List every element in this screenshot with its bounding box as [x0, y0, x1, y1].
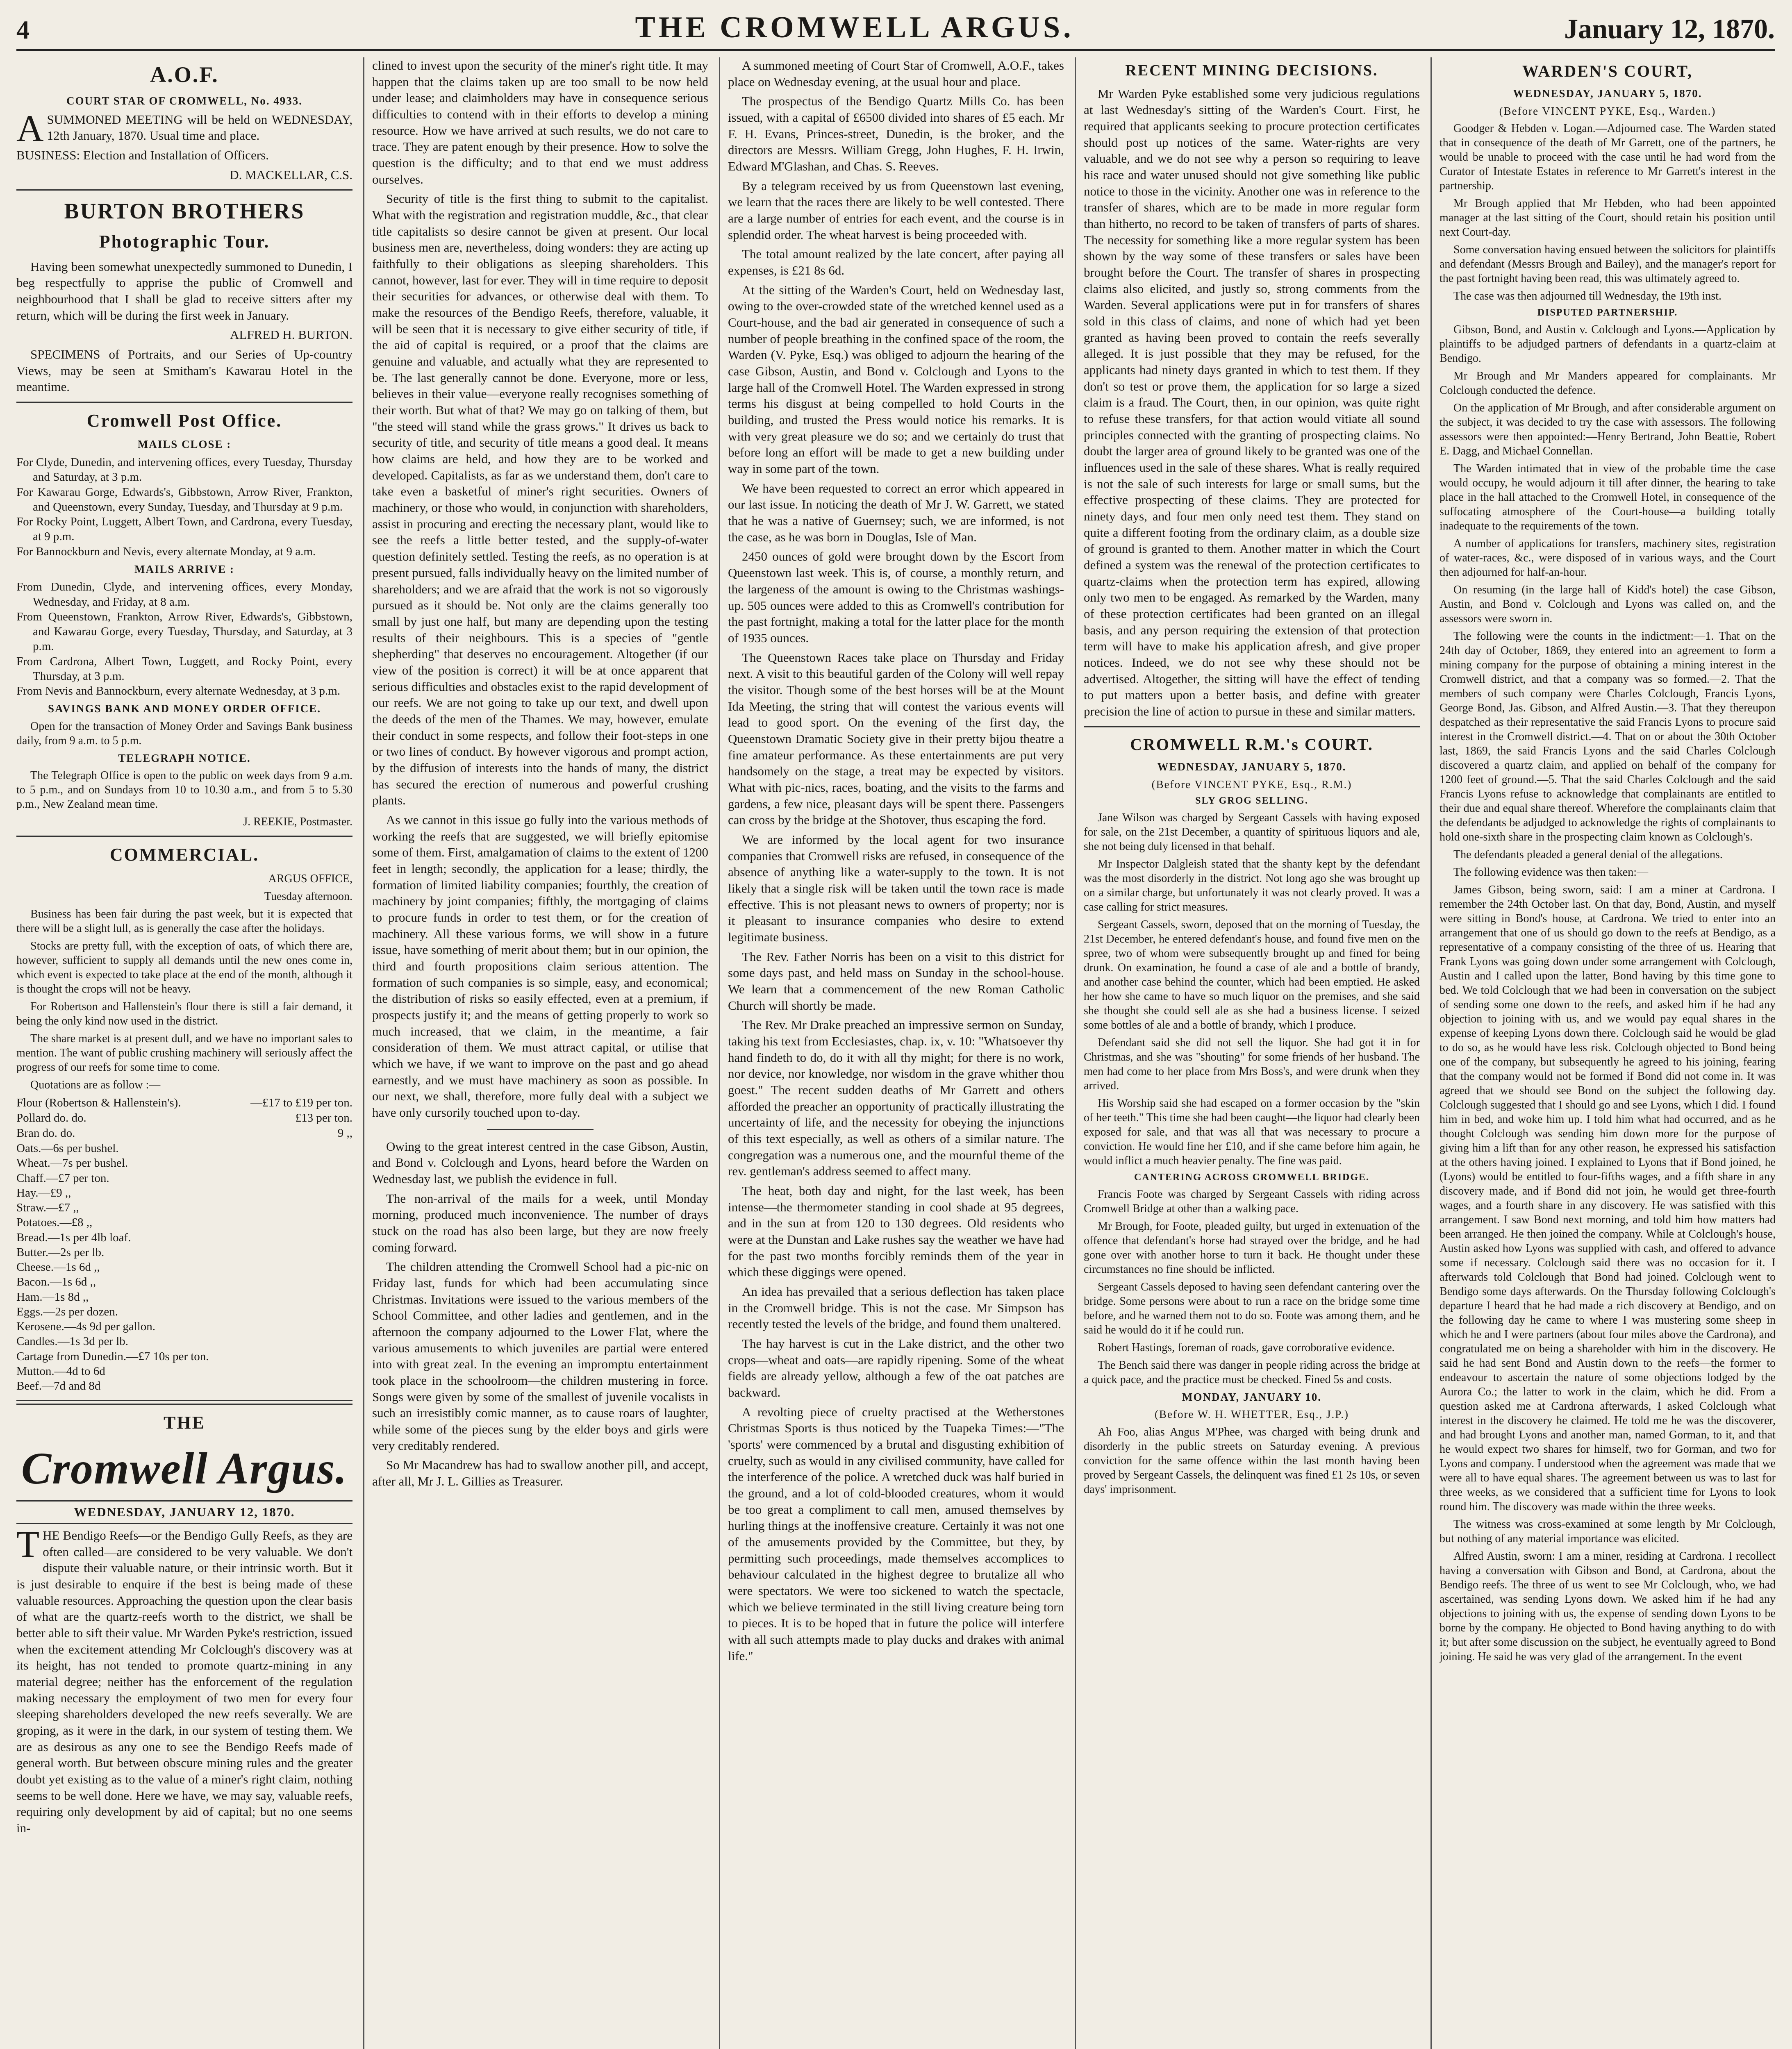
- page-number: 4: [16, 15, 30, 44]
- column-2: [372, 57, 708, 2049]
- price-entry: Bacon.—1s 6d ,,: [16, 1275, 96, 1289]
- court-paragraph: Mr Inspector Dalgleish stated that the shanty kept by the defendant was the most disorderly in the district. Not long ago she was brought up on a similar charge, but unfortunately it was not clearly proved. It was a case calling for strict measures.: [1084, 857, 1420, 913]
- court-paragraph: Defendant said she did not sell the liquor. She had got it in for Christmas, and she was "shouting" for some friends of her husband. The men had come to her place from Mrs Boss's, and were drunk when they arrived.: [1084, 1036, 1420, 1092]
- court-paragraph: On resuming (in the large hall of Kidd's hotel) the case Gibson, Austin, and Bond v. Colclough and Lyons was called on, and the assessors were sworn in.: [1440, 584, 1776, 625]
- court-paragraph: Jane Wilson was charged by Sergeant Cassels with having exposed for sale, on the 21st December, a quantity of spirituous liquors and ale, she not being duly licensed in that behalf.: [1084, 811, 1420, 853]
- divider: [16, 836, 352, 837]
- column-5: [1440, 57, 1776, 2049]
- price-entry: Eggs.—2s per dozen.: [16, 1305, 118, 1318]
- court-paragraph: Sergeant Cassels deposed to having seen defendant cantering over the bridge. Some persons were about to run a race on the bridge some time before, and he warned them not to do so. Foote was among them, and he said he would do it if he could run.: [1084, 1280, 1420, 1336]
- case-heading: SLY GROG SELLING.: [1195, 795, 1308, 806]
- court-paragraph: Sergeant Cassels, sworn, deposed that on the morning of Tuesday, the 21st December, he entered defendant's house, and found five men on the spree, two of whom were subsequently brought up and fined for being drunk. On examination, he found a case of ale and a bottle of brandy, and another case behind the counter, which had been emptied. He asked her how she came to have so much liquor on the premises, and she said she thought she could sell ale as she had a business license. I seized some bottles of ale and a bottle of brandy, which I produce.: [1084, 918, 1420, 1031]
- news-paragraph: Owing to the great interest centred in the case Gibson, Austin, and Bond v. Colclough and Lyons, heard before the Warden on Wednesday last, we publish the evidence in full.: [372, 1139, 708, 1186]
- meeting-business: BUSINESS: Election and Installation of Officers.: [16, 148, 269, 162]
- court-paragraph: The following evidence was then taken:—: [1453, 866, 1649, 879]
- mining-decisions-heading: RECENT MINING DECISIONS.: [1125, 62, 1378, 79]
- mail-close-entry: For Rocky Point, Luggett, Albert Town, and Cardrona, every Tuesday, at 9 p.m.: [16, 515, 352, 543]
- court-paragraph: Gibson, Bond, and Austin v. Colclough and Lyons.—Application by plaintiffs to be adjudged partners of defendants in a quartz-claim at Bendigo.: [1440, 323, 1776, 365]
- price-entry: Cheese.—1s 6d ,,: [16, 1261, 100, 1274]
- mail-arrive-entry: From Dunedin, Clyde, and intervening offices, every Monday, Wednesday, and Friday, at 8 a.m.: [16, 580, 352, 609]
- commercial-heading: COMMERCIAL.: [109, 845, 259, 865]
- news-paragraph: We are informed by the local agent for two insurance companies that Cromwell risks are refused, in consequence of the absence of anything like a water-supply to the town. It is not likely that a single risk will be taken until the town race is made effective. This is not pleasant news to owners of property; nor is it pleasant to insurance companies who desire to extend legitimate business.: [728, 832, 1064, 944]
- postmaster-signature: J. REEKIE, Postmaster.: [243, 816, 352, 829]
- wardens-court-date: WEDNESDAY, JANUARY 5, 1870.: [1513, 87, 1702, 100]
- case-heading: CANTERING ACROSS CROMWELL BRIDGE.: [1134, 1172, 1370, 1183]
- mail-arrive-entry: From Nevis and Bannockburn, every alternate Wednesday, at 3 p.m.: [16, 684, 341, 698]
- court-paragraph: Ah Foo, alias Angus M'Phee, was charged with being drunk and disorderly in the public streets on Saturday evening. A previous conviction for the same offence within the last month having been proved by Sergeant Cassels, the delinquent was fined £1 2s 10s, or seven days' imprisonment.: [1084, 1425, 1420, 1496]
- price-entry: Straw.—£7 ,,: [16, 1201, 79, 1215]
- rm-court-date: WEDNESDAY, JANUARY 5, 1870.: [1157, 761, 1346, 773]
- price-entry: Butter.—2s per lb.: [16, 1245, 105, 1259]
- mail-arrive-entry: From Cardrona, Albert Town, Luggett, and Rocky Point, every Thursday, at 3 p.m.: [16, 654, 352, 683]
- court-paragraph: Alfred Austin, sworn: I am a miner, residing at Cardrona. I recollect having a conversation with Gibson and Bond, at Cardrona, about the Bendigo reefs. The three of us went to see Mr Colclough, who, we had ascertained, was sending Lyons down. We asked him if he had any objections to joining with us, the expense of sending down Lyons to be borne by the company. He objected to Bond having anything to do with it; but after some discussion on the subject, he eventually agreed to Bond joining. He said he was very glad of the arrangement. In the event: [1440, 1550, 1776, 1663]
- issue-date: January 12, 1870.: [1564, 13, 1775, 44]
- price-entry: Kerosene.—4s 9d per gallon.: [16, 1320, 156, 1333]
- aof-heading: A.O.F.: [150, 62, 219, 87]
- telegraph-heading: TELEGRAPH NOTICE.: [118, 752, 251, 764]
- court-paragraph: The case was then adjourned till Wednesday, the 19th inst.: [1453, 290, 1722, 303]
- commercial-paragraph: Business has been fair during the past week, but it is expected that there will be a slight lull, as is generally the case after the holidays.: [16, 907, 352, 935]
- price-entry: Candles.—1s 3d per lb.: [16, 1335, 129, 1348]
- news-paragraph: An idea has prevailed that a serious deflection has taken place in the Cromwell bridge. This is not the case. Mr Simpson has recently tested the levels of the bridge, and found them unaltered.: [728, 1284, 1064, 1331]
- price-value: 9 ,,: [337, 1126, 352, 1140]
- price-row: [16, 1126, 352, 1141]
- column-rule: [719, 57, 720, 2049]
- price-item: Pollard do. do.: [16, 1111, 86, 1124]
- post-office-heading: Cromwell Post Office.: [86, 411, 282, 431]
- nameplate-date: WEDNESDAY, JANUARY 12, 1870.: [16, 1500, 352, 1524]
- court-paragraph: Mr Brough and Mr Manders appeared for complainants. Mr Colclough conducted the defence.: [1440, 370, 1776, 397]
- news-paragraph: The heat, both day and night, for the last week, has been intense—the thermometer standing in cool shade at 95 degrees, and in the sun at from 120 to 130 degrees. Old residents who were at the Dunstan and Lake rushes say the weather we have had for the past two months forcibly reminds them of the year in which these diggings were opened.: [728, 1184, 1064, 1279]
- burton-specimens: SPECIMENS of Portraits, and our Series of Up-country Views, may be seen at Smitham's Kawarau Hotel in the meantime.: [16, 347, 352, 394]
- mail-arrive-entry: From Queenstown, Frankton, Arrow River, Edwards's, Gibbstown, and Kawarau Gorge, every Tuesday, Thursday, and Saturday, at 3 p.m.: [16, 610, 352, 653]
- price-entry: Cartage from Dunedin.—£7 10s per ton.: [16, 1349, 209, 1363]
- wardens-court-before: (Before VINCENT PYKE, Esq., Warden.): [1499, 104, 1716, 117]
- burton-signature: ALFRED H. BURTON.: [230, 327, 352, 342]
- court-paragraph: The defendants pleaded a general denial of the allegations.: [1453, 848, 1723, 861]
- price-entry: Ham.—1s 8d ,,: [16, 1290, 89, 1304]
- price-entry: Bread.—1s per 4lb loaf.: [16, 1231, 131, 1244]
- price-entry: Chaff.—£7 per ton.: [16, 1171, 109, 1185]
- commercial-time: Tuesday afternoon.: [264, 890, 352, 903]
- price-item: Flour (Robertson & Hallenstein's).: [16, 1096, 181, 1109]
- commercial-office: ARGUS OFFICE,: [268, 872, 352, 885]
- mail-close-entry: For Clyde, Dunedin, and intervening offices, every Tuesday, Thursday and Saturday, at 3 p.m.: [16, 456, 352, 484]
- price-entry: Wheat.—7s per bushel.: [16, 1156, 128, 1170]
- burton-subheading: Photographic Tour.: [99, 232, 270, 252]
- price-entry: Oats.—6s per bushel.: [16, 1142, 119, 1155]
- commercial-paragraph: Stocks are pretty full, with the exception of oats, of which there are, however, sufficient to supply all demands until the new ones come in, which event is expected to take place at the end of the month, although it is thought the crops will not be heavy.: [16, 939, 352, 995]
- meeting-signature: D. MACKELLAR, C.S.: [230, 167, 352, 182]
- court-paragraph: His Worship said she had escaped on a former occasion by the "skin of her teeth." This time she had been caught—the liquor had clearly been exposed for sale, and that was all that was necessary to procure a conviction. He would fine her £10, and if she came before him again, he would inflict a much heavier penalty. The fine was paid.: [1084, 1097, 1420, 1167]
- court-name: COURT STAR OF CROMWELL, No. 4933.: [66, 95, 303, 107]
- wardens-court-heading: WARDEN'S COURT,: [1522, 62, 1693, 80]
- editorial-paragraph: THE Bendigo Reefs—or the Bendigo Gully Reefs, as they are often called—are considered to be very valuable. We don't dispute their valuable nature, or their intrinsic worth. But it is just desirable to enquire if the best is being made of these valuable resources. Approaching the question upon the clear basis of what are the quartz-reefs worth to the district, we shall be better able to sift their value. Mr Warden Pyke's restriction, issued when the excitement attending Mr Colclough's discovery was at its height, has not tended to promote quartz-mining in any material degree; neither has the enforcement of the regulation making necessary the employment of two men for every four sleeping shareholders developed the new reefs severally. We are groping, as it were in the dark, in our system of testing them. We are as desirous as any one to see the Bendigo Reefs made of general worth. But between obscure mining rules and the greater doubt yet existing as to the value of a miner's right claim, nothing seems to be well done. Here we have, we may say, valuable reefs, requiring only development by aid of capital; but no one seems in-: [16, 1523, 352, 1835]
- news-paragraph: The total amount realized by the late concert, after paying all expenses, is £21 8s 6d.: [728, 247, 1064, 278]
- price-entry: Beef.—7d and 8d: [16, 1379, 101, 1393]
- rm-court-heading: CROMWELL R.M.'s COURT.: [1130, 735, 1374, 754]
- editorial-paragraph: As we cannot in this issue go fully into the various methods of working the reefs that are suggested, we will briefly epitomise some of them. First, amalgamation of claims to the extent of 1200 feet in length; secondly, the application for a lease; thirdly, the formation of limited liability companies; fourthly, the creation of machinery by joint companies; fifthly, the mortgaging of claims to procure funds in order to test them, or for the creation of machinery. All these various forms, we will show in a future issue, have something of merit about them; but in our opinion, the third and fourth propositions claim serious attention. The formation of such companies is so simple, easy, and economical; the distribution of risks so easily effected, even at a premium, if prospects justify it; and the means of getting properly to work so much increased, that we claim, in the meantime, a fair consideration of them. We must attract capital, or utilise that which we have, if we want to improve on the past and go ahead earnestly, and we must have machinery as soon as possible. In our next, we shall, therefore, more fully deal with a subject we have only cursorily touched upon to-day.: [372, 812, 708, 1120]
- court-paragraph: The following were the counts in the indictment:—1. That on the 24th day of October, 1869, they entered into an agreement to form a mining company for the purpose of obtaining a mining interest in the Cromwell district, and that a company was so formed.—2. That the members of such company were Charles Colclough, Francis Lyons, George Bond, Jas. Gibson, and Alfred Austin.—3. That they thereupon despatched as their representative the said Francis Lyons to procure said interest in the Cromwell district.—4. That on or about the 30th October last, 1869, the said Francis Lyons and the said Charles Colclough discovered a quartz claim, and applied on behalf of the company for 1200 feet of ground.—5. That the said Charles Colclough and the said Francis Lyons refuse to acknowledge that complainants are entitled to their due and equal share thereof. Wherefore the complainants claim that the defendants be adjudged to acknowledge the rights of complainants to hold one-sixth share in the prospecting claim known as Colclough's.: [1440, 630, 1776, 843]
- column-1: [16, 57, 352, 2049]
- court-paragraph: Robert Hastings, foreman of roads, gave corroborative evidence.: [1098, 1341, 1395, 1354]
- court-paragraph: The Bench said there was danger in people riding across the bridge at a quick pace, and the practice must be checked. Fined 5s and costs.: [1084, 1358, 1420, 1386]
- mail-close-entry: For Bannockburn and Nevis, every alternate Monday, at 9 a.m.: [16, 545, 316, 558]
- news-paragraph: The hay harvest is cut in the Lake district, and the other two crops—wheat and oats—are rapidly ripening. Some of the wheat fields are already yellow, although a few of the oat patches are backward.: [728, 1336, 1064, 1400]
- court-paragraph: James Gibson, being sworn, said: I am a miner at Cardrona. I remember the 24th October last. On that day, Bond, Austin, and myself were sitting in Bond's house, at Cardrona. We tried to enter into an arrangement that one of us should go down to the reefs at Bendigo, as a representative of a company consisting of the three of us. Hearing that Frank Lyons was going down under some arrangement with Colclough, Austin and I called upon the latter, Bond having by this time gone to bed. We told Colclough that we had been in conversation on the subject of sending some one down to the reefs, and asked him if he had any objection to joining with us, and we would pay equal shares in the expense of keeping Lyons down there. Colclough said he would be glad to do so, as he would have less risk. Colclough objected to Bond being one of the company, but subsequently he agreed to his joining, fearing that the company would not be formed if Bond did not come in. It was agreed that we should see Bond on the subject the following day. Colclough suggested that I should go and see Lyons, which I did. I found him in bed, and woke him up. I told him what had occurred, and as he thought Colclough was sending him down more for the purpose of giving him a lift than for any other reason, he expressed his satisfaction at the others having joined. I explained to Lyons that if Bond joined, he (Lyons) would be entitled to four-fifths wages, and a fifth share in any discovery made, and if Bond did not join, he would get three-fourth wages, and a fourth share in any discovery. He was satisfied with this arrangement. I saw Bond next morning, and told him how matters had been arranged. He then joined the company. While at Colclough's house, Austin asked how Lyons was supplied with cash, and offered to advance some if necessary. Colclough said there was no occasion for it. I afterwards told Colclough that Bond had joined. Colclough went to Bendigo some days afterwards. On the Thursday following Colclough's departure I heard that he had made a rich discovery at Bendigo, and on the following day he came to where I was mustering some sheep in which he and I were partners (about four miles above the Cardrona), and congratulated me on being a shareholder with him in the discovery. He said he had sent Bond and Austin down to the reefs—the former to endeavour to ascertain the nature of some objections lodged by the Aurora Co.; the latter to work in the claim, which he did. From a question asked me at Cardrona afterwards, I asked Colclough what interest in the discovery he claimed. He told me he was the discoverer, and had brought Lyons and another man, named Gorman, to it, and that he would expect two shares for himself, two for Gorman, and two for Lyons and company. I understood when the agreement was made that we were all to have equal shares. The agreement between us was to last for three weeks, as we considered that a sufficient time for Lyons to look round him. The discovery was made within the three weeks.: [1440, 884, 1776, 1513]
- news-paragraph: A revolting piece of cruelty practised at the Wetherstones Christmas Sports is thus noticed by the Tuapeka Times:—"The 'sports' were commenced by a brutal and disgusting exhibition of cruelty, such as would in any civilised community, have called for the interference of the police. A wretched duck was half buried in the ground, and a lot of cold-blooded creatures, whom it would be too great a compliment to call men, amused themselves by hurling things at the inoffensive creature. Certainly it was not one of the amusements provided by the Committee, but they, by permitting such proceedings, made themselves accomplices to behaviour calculated in the highest degree to brutalize all who were spectators. We were too sickened to watch the spectacle, which we believe terminated in the still living creature being torn to pieces. It is to be hoped that in future the police will interfere with all such attempts made to play ducks and drakes with animal life.": [728, 1404, 1064, 1663]
- price-entry: Potatoes.—£8 ,,: [16, 1216, 93, 1229]
- rm-court-before: (Before W. H. WHETTER, Esq., J.P.): [1155, 1408, 1349, 1421]
- court-paragraph: Some conversation having ensued between the solicitors for plaintiffs and defendant (Messrs Brough and Bailey), and the manager's report for the past fortnight having been read, this was ultimately agreed to.: [1440, 243, 1776, 285]
- news-paragraph: The Queenstown Races take place on Thursday and Friday next. A visit to this beautiful garden of the Colony will well repay the visitor. Though some of the best horses will be at the Mount Ida Meeting, the string that will contest the various events will lead to good sport. On the evening of the first day, the Queenstown Dramatic Society give in their pretty bijou theatre a fine amateur performance. As these entertainments are put very handsomely on the stage, a treat may be expected by visitors. What with pic-nics, races, boating, and the visits to the farms and gardens, a few nice, pleasant days will be spent there. Passengers can cross by the bridge at the Shotover, thus escaping the ford.: [728, 650, 1064, 827]
- news-paragraph: The prospectus of the Bendigo Quartz Mills Co. has been issued, with a capital of £6500 divided into shares of £5 each. Mr F. H. Evans, Princes-street, Dunedin, is the broker, and the directors are Messrs. William Gregg, John Hughes, F. H. Irwin, Edward M'Glashan, and Chas. S. Reeves.: [728, 94, 1064, 174]
- savings-heading: SAVINGS BANK AND MONEY ORDER OFFICE.: [48, 702, 321, 715]
- news-paragraph: We have been requested to correct an error which appeared in our last issue. In noticing the death of Mr J. W. Garrett, we stated that he was a native of Guernsey; such, we are informed, is not the case, as he was born in Douglas, Isle of Man.: [728, 481, 1064, 544]
- rm-court-date: MONDAY, JANUARY 10.: [1182, 1390, 1322, 1403]
- column-rule: [1430, 57, 1432, 2049]
- burton-notice: Having been somewhat unexpectedly summoned to Dunedin, I beg respectfully to apprise the public of Cromwell and neighbourhood that I shall be glad to receive sitters after my return, which will be during the first week in January.: [16, 259, 352, 323]
- column-3: [728, 57, 1064, 2049]
- rm-court-before: (Before VINCENT PYKE, Esq., R.M.): [1151, 778, 1352, 791]
- newspaper-title: THE CROMWELL ARGUS.: [635, 11, 1074, 44]
- price-value: £13 per ton.: [295, 1111, 352, 1124]
- news-paragraph: The non-arrival of the mails for a week, until Monday morning, produced much inconvenience. The number of drays stuck on the road has also been large, but they are now freely coming forward.: [372, 1191, 708, 1254]
- news-paragraph: A summoned meeting of Court Star of Cromwell, A.O.F., takes place on Wednesday evening, at the usual hour and place.: [728, 58, 1064, 89]
- meeting-notice: ASUMMONED MEETING will be held on WEDNESDAY, 12th January, 1870. Usual time and place.: [16, 107, 352, 149]
- news-paragraph: By a telegram received by us from Queenstown last evening, we learn that the races there are likely to be well contested. There are a large number of entries for each event, and the course is in splendid order. The wheat harvest is being proceeded with.: [728, 178, 1064, 242]
- column-rule: [1075, 57, 1076, 2049]
- price-entry: Hay.—£9 ,,: [16, 1186, 71, 1199]
- commercial-paragraph: The share market is at present dull, and we have no important sales to mention. The want of public crushing machinery will seriously affect the progress of our reefs for some time to come.: [16, 1032, 352, 1074]
- commercial-paragraph: For Robertson and Hallenstein's flour there is still a fair demand, it being the only kind now used in the district.: [16, 1000, 352, 1027]
- case-heading: DISPUTED PARTNERSHIP.: [1537, 307, 1678, 318]
- price-value: —£17 to £19 per ton.: [250, 1096, 352, 1109]
- court-paragraph: Goodger & Hebden v. Logan.—Adjourned case. The Warden stated that in consequence of the death of Mr Garrett, one of the partners, he would be unable to proceed with the case until he had word from the Curator of Intestate Estates in reference to Mr Garrett's interest in the partnership.: [1440, 122, 1776, 193]
- price-entry: Mutton.—4d to 6d: [16, 1364, 105, 1378]
- price-row: [16, 1095, 352, 1111]
- news-paragraph: The Rev. Father Norris has been on a visit to this district for some days past, and held mass on Sunday in the school-house. We learn that a commencement of the new Roman Catholic Church will shortly be made.: [728, 949, 1064, 1013]
- court-paragraph: Mr Brough applied that Mr Hebden, who had been appointed manager at the last sitting of the Court, should retain his position until next Court-day.: [1440, 197, 1776, 239]
- court-paragraph: Mr Brough, for Foote, pleaded guilty, but urged in extenuation of the offence that defendant's horse had strayed over the bridge, and he had gone over with another horse to turn it back. He thought under these circumstances no fine should be inflicted.: [1084, 1220, 1420, 1276]
- divider: [16, 1400, 352, 1405]
- news-paragraph: The Rev. Mr Drake preached an impressive sermon on Sunday, taking his text from Ecclesiastes, chap. ix, v. 10: "Whatsoever thy hand findeth to do, do it with all thy might; for there is no work, nor device, nor knowledge, nor wisdom in the grave whither thou goest." The recent sudden deaths of Mr Garrett and others afforded the preacher an opportunity of practically illustrating the uncertainty of life, and the necessity for obeying the injunctions of this text especially, as well as others of a similar nature. The congregation was a numerous one, and the mournful theme of the rev. gentleman's address seemed to affect many.: [728, 1018, 1064, 1179]
- court-paragraph: The Warden intimated that in view of the probable time the case would occupy, he would adjourn it till after dinner, the hearing to take place in the hall attached to the Cromwell Hotel, in consequence of the suffocating atmosphere of the Court-house—a building totally inadequate to the requirements of the town.: [1440, 462, 1776, 532]
- news-paragraph: At the sitting of the Warden's Court, held on Wednesday last, owing to the over-crowded state of the wretched kennel used as a Court-house, and the bad air generated in consequence of such a number of people breathing in the confined space of the room, the Warden (V. Pyke, Esq.) was obliged to adjourn the hearing of the case Gibson, Austin, and Bond v. Colclough and Lyons to the large hall of the Cromwell Hotel. The Warden expressed in strong terms his disgust at being compelled to hold Courts in the building, and trusted the Press would notice his remarks. It is with very great pleasure we do so; and we certainly do trust that before long an effort will be made to get a new building under way in some part of the town.: [728, 282, 1064, 476]
- quotations-intro: Quotations are as follow :—: [30, 1078, 161, 1091]
- masthead: [16, 6, 1775, 51]
- mail-close-entry: For Kawarau Gorge, Edwards's, Gibbstown, Arrow River, Frankton, and Queenstown, every Sunday, Tuesday, and Thursday at 9 p.m.: [16, 485, 352, 513]
- divider: [16, 189, 352, 191]
- price-row: [16, 1111, 352, 1126]
- editorial-paragraph: Security of title is the first thing to submit to the capitalist. What with the registration and registration muddle, &c., that clear title capitalists so desire cannot be given at present. Our local business men are, nevertheless, doing wonders: they are acting up faithfully to their obligations as sleeping shareholders. This cannot, however, last for ever. They will in time require to deposit their securities for advances, or otherwise deal with them. To make the resources of the Bendigo Reefs, therefore, valuable, it will be seen that it is necessary to give either security of title, if the aid of capital is required, or a proof that the claims are genuine and valuable, and actually what they are represented to be. The last generally cannot be done. Everyone, more or less, believes in their value—everyone really recognises something of their worth. But what of that? We may go on talking of them, but "the steed will stand while the grass grows." It drives us back to security of title, and security of title means a good deal. It means how claims are held, and how they are to be worked and developed. Capitalists, as far as we understand them, don't care to take even a basketful of miner's right securities. Owners of machinery, or those who would, in conjunction with shareholders, assist in procuring and erecting the necessary plant, would like to see the reefs a little better tested, and the supply-of-water question definitely settled. Testing the reefs, as no operation is at present pursued, falls individually heavy on the limited number of shareholders; and we are afraid that the work is not so vigorously pursued as it should be. Not only are the claims generally too small by just one half, but many are depending upon the testing results of their neighbours. This is a species of "gentle shepherding" that deserves no encouragement. Altogether (if our view of the position is correct) it will be at once apparent that serious difficulties and obstacles exist to the rapid development of our reefs. We are not going to take up our text, and dwell upon the deeds of the men of the Thames. We may, however, emulate their conduct in some respects, and follow their foot-steps in one or two lines of conduct. By however vigorous and prompt action, by the diffusion of interests into the hands of many, the district has secured the erection of numerous and powerful crushing plants.: [372, 191, 708, 808]
- divider: [1084, 726, 1420, 727]
- column-rule: [363, 57, 364, 2049]
- telegraph-notice: The Telegraph Office is open to the public on week days from 9 a.m. to 5 p.m., and on Sundays from 10 to 10.30 a.m., and from 5 to 5.30 p.m., New Zealand mean time.: [16, 769, 352, 811]
- nameplate-the: THE: [164, 1413, 205, 1433]
- price-item: Bran do. do.: [16, 1126, 75, 1140]
- court-paragraph: The witness was cross-examined at some length by Mr Colclough, but nothing of any material importance was elicited.: [1440, 1518, 1776, 1545]
- court-paragraph: On the application of Mr Brough, and after considerable argument on the subject, it was decided to try the case with assessors. The following assessors were then appointed:—Henry Bertrand, John Beattie, Robert E. Dagg, and Michael Connellan.: [1440, 402, 1776, 457]
- court-paragraph: Francis Foote was charged by Sergeant Cassels with riding across Cromwell Bridge at other than a walking pace.: [1084, 1188, 1420, 1215]
- nameplate-title: Cromwell Argus.: [21, 1443, 348, 1493]
- editorial-paragraph: clined to invest upon the security of the miner's right title. It may happen that the claims taken up are too small to be now held under lease; and claimholders may have in consequence serious difficulties to contend with in their efforts to develop a mining resource. How we have arrived at such results, we do not care to trace. They are patent enough by their presence. How to solve the question is the difficulty; and to that end we must address ourselves.: [372, 58, 708, 186]
- mails-close-heading: MAILS CLOSE :: [137, 438, 232, 451]
- court-paragraph: A number of applications for transfers, machinery sites, registration of water-races, &c., were disposed of in various ways, and the Court then adjourned for half-an-hour.: [1440, 537, 1776, 579]
- burton-heading: BURTON BROTHERS: [64, 199, 305, 224]
- divider: [487, 1129, 594, 1130]
- column-4: [1084, 57, 1420, 2049]
- savings-notice: Open for the transaction of Money Order and Savings Bank business daily, from 9 a.m. to 5 p.m.: [16, 720, 352, 747]
- divider: [16, 402, 352, 403]
- mails-arrive-heading: MAILS ARRIVE :: [134, 563, 235, 575]
- mining-decisions-paragraph: Mr Warden Pyke established some very judicious regulations at last Wednesday's sitting of the Warden's Court. First, he required that applicants seeking to procure protection certificates should post up notices of the same. Water-rights are very valuable, and we do not see why a person so requiring to leave his race and water unused should not give something like public notice to those in the vicinity. Another one was in reference to the transfer of shares, which are to be made in more regular form than hitherto, no record to be taken of transfers of parts of shares. The necessity for something like a more regular system has been shown by the way some of these transfers or sales have been brought before the Court. The transfer of shares in prospecting claims also elicited, and justly so, strong comments from the Warden. Several applications were put in for transfers of shares sold in this class of claims, and none of which had yet been granted as having been proved to contain the reefs severally alleged. It is just possible that they may be refused, for the applicants had ninety days granted in which to test them. If they don't so test or prove them, the application for so large a sized claim is a fraud. The Court, then, in our opinion, was quite right to refuse these transfers, for that action would vitiate all sound principles connected with the granting of prospecting claims. No doubt the larger area of ground likely to be granted was one of the influences used in the sale of these shares. What is really required is not the sale of such interests for large or small sums, but the effective prospecting of these claims. They are protected for ninety days, and four men only need test them. They stand on quite a different footing from the ordinary claim, as a double size of ground is granted to them. Another matter in which the Court defined a system was the renewal of the protection certificates to quartz-claims when the protection term has expired, allowing only two men to be engaged. As remarked by the Warden, many of these protection certificates had been granted on an illegal basis, and any person requiring the extension of that protection term will have to make his application afresh, and give proper notices. Indeed, we do not see why these should not be advertised. Altogether, the sitting will have the effect of tending to put matters upon a better basis, and define with greater precision the line of action to pursue in these and similar matters.: [1084, 86, 1420, 719]
- news-paragraph: So Mr Macandrew has had to swallow another pill, and accept, after all, Mr J. L. Gillies as Treasurer.: [372, 1458, 708, 1489]
- news-paragraph: The children attending the Cromwell School had a pic-nic on Friday last, funds for which had been accumulating since Christmas. Invitations were issued to the various members of the School Committee, and other ladies and gentlemen, and in the afternoon the company adjourned to the Lower Flat, where the various amusements to which juveniles are partial were entered into with great zeal. In the evening an impromptu entertainment took place in the schoolroom—the children mustering in force. Songs were given by some of the smallest of juvenile vocalists in such an irresistibly comic manner, as to cause roars of laughter, while some of the pieces sung by the elder boys and girls were very creditably rendered.: [372, 1259, 708, 1453]
- news-paragraph: 2450 ounces of gold were brought down by the Escort from Queenstown last week. This is, of course, a monthly return, and the largeness of the amount is owing to the Christmas washings-up. 505 ounces were added to this as Cromwell's contribution for the past fortnight, making a total for the latter place for the month of 1935 ounces.: [728, 549, 1064, 645]
